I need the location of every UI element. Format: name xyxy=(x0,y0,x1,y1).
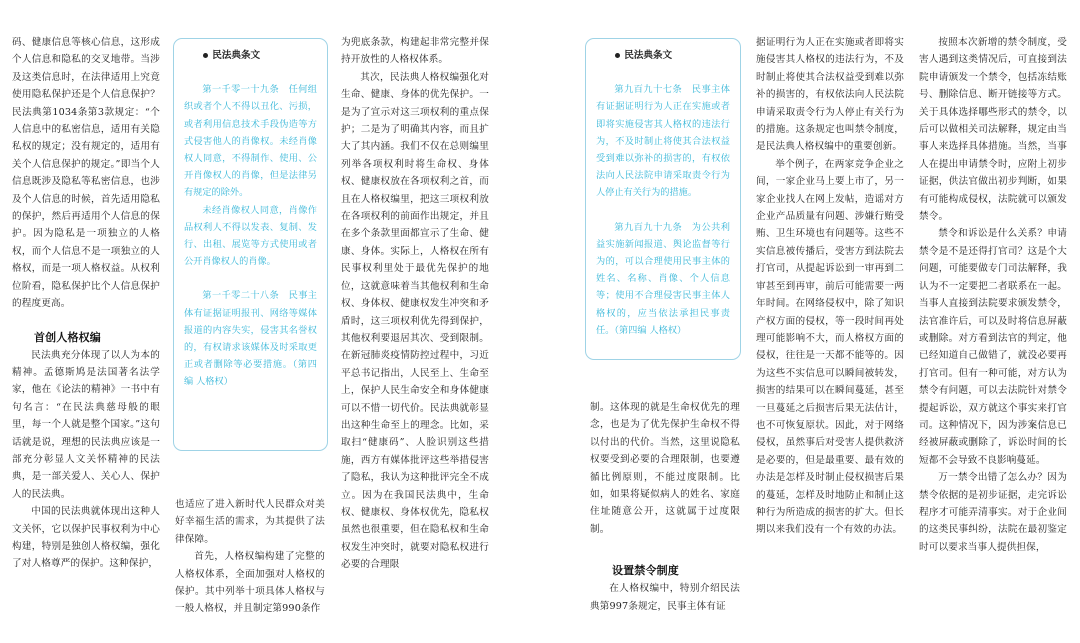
article-text: 未经肖像权人同意，肖像作品权利人不得以发表、复制、发行、出租、展览等方式使用或者公开肖像权人的肖像。 xyxy=(184,204,317,268)
section-heading: 首创人格权编 xyxy=(34,330,101,344)
right-col-3 xyxy=(919,34,1067,556)
article-text: 第九百九十九条 为公共利益实施新闻报道、舆论监督等行为的，可以合理使用民事主体的姓名、名称、肖像、个人信息等；使用不合理侵害民事主体人格权的，应当依法承担民事责任。（第四编 人格权） xyxy=(596,221,730,336)
left-col-3 xyxy=(341,34,489,574)
left-col-2-bottom xyxy=(175,496,325,618)
law-article-box xyxy=(173,38,328,451)
box-title: 民法典条文 xyxy=(184,47,317,64)
paragraph: 首先，人格权编构建了完整的人格权体系，全面加强对人格权的保护。其中列举十项具体人格权与一般人格权，并且制定第990条作 xyxy=(175,551,325,615)
paragraph: 万一禁令出错了怎么办？因为禁令依据的是初步证据，走完诉讼程序才可能弄清事实。对于企业间的这类民事纠纷，法院在最初鉴定时可以要求当事人提供担保， xyxy=(919,472,1067,553)
paragraph: 也适应了进入新时代人民群众对美好幸福生活的需求，为其提供了法律保障。 xyxy=(175,499,325,545)
paragraph: 据证明行为人正在实施或者即将实施侵害其人格权的违法行为，不及时制止将使其合法权益受到难以弥补的损害的，有权依法向人民法院申请采取责令行为人停止有关行为的措施。这条规定也叫禁令制度，是民法典人格权编中的重要创新。 xyxy=(756,37,904,153)
paragraph: 举个例子，在两家竞争企业之间，一家企业马上要上市了，另一家企业找人在网上发帖，造谣对方企业产品质量有问题、涉嫌行贿受贿、卫生环境也有问题等。这些不实信息被传播后，受害方到法院去打官司，从提起诉讼到一审再到二审甚至到再审，前后可能需要一两年时间。在网络侵权中，除了知识产权方面的侵权，等一段时间再处理可能影响不大，而人格权方面的侵权，往往是一天都不能等的。因为这些不实信息可以瞬间被转发，损害的结果可以在瞬间蔓延，甚至一旦蔓延之后损害后果无法估计，也不可恢复原状。因此，对于网络侵权，虽然事后对受害人提供救济是必要的，但是最重要、最有效的办法是怎样及时制止侵权损害后果的蔓延，怎样及时地防止和制止这种行为所造成的损害的扩大。但长期以来我们没有一个有效的办法。 xyxy=(756,158,904,536)
article-text: 第一千零二十八条 民事主体有证据证明报刊、网络等媒体报道的内容失实，侵害其名誉权的，有权请求该媒体及时采取更正或者删除等必要措施。（第四编 人格权） xyxy=(184,290,317,388)
law-article-box xyxy=(585,38,741,360)
article-text: 第九百九十七条 民事主体有证据证明行为人正在实施或者即将实施侵害其人格权的违法行为，不及时制止将使其合法权益受到难以弥补的损害的，有权依法向人民法院申请采取责令行为人停止有关行为的措施。 xyxy=(596,84,730,199)
bullet-icon xyxy=(615,53,620,58)
box-title: 民法典条文 xyxy=(596,47,730,64)
paragraph: 按照本次新增的禁令制度，受害人遇到这类情况后，可直接到法院申请颁发一个禁令，包括冻结账号、删除信息、断开链接等方式。关于具体选择哪些形式的禁令，以后可以做相关司法解释，规定由当事人来选择具体措施。当然，当事人在提出申请禁令时，应附上初步证据，供法官做出初步判断，如果有可能构成侵权，法院就可以颁发禁令。 xyxy=(919,37,1067,223)
right-col-1 xyxy=(590,399,740,615)
right-col-2 xyxy=(756,34,904,539)
paragraph: 其次，民法典人格权编强化对生命、健康、身体的优先保护。一是为了宣示对这三项权利的重点保护；二是为了明确其内容，而且扩大了其内涵。我们不仅在总则编里列举各项权利时将生命权、身体权、健康权放在各项权利之首，而且在人格权编里，把这三项权利放在各项权利的前面作出规定，并且在多个条款里面都宣示了生命、健康、身体。实际上，人格权在所有民事权利里处于最优先保护的地位，这就意味着当其他权利和生命权、身体权、健康权发生冲突和矛盾时，这三项权利优先得到保护，其他权利要退居其次、受到限制。在新冠肺炎疫情防控过程中，习近平总书记指出，人民至上、生命至上，保护人民生命安全和身体健康可以不惜一切代价。民法典就彰显出这种生命至上的理念。比如，采取扫“健康码”、人脸识别这些措施，西方有媒体批评这些举措侵害了隐私，我认为这种批评完全不成立。因为在我国民法典中，生命权、健康权、身体权优先，隐私权虽然也很重要，但在隐私权和生命权发生冲突时，就要对隐私权进行必要的合理限 xyxy=(341,71,489,571)
left-col1-top-text: 码、健康信息等核心信息，这形成个人信息和隐私的交叉地带。当涉及这类信息时，在法律适用上究竟使用隐私保护还是个人信息保护？民法典第1034条第3款规定：“个人信息中的私密信息，适用有关隐私权的规定；没有规定的，适用有关个人信息保护的规定。”即当个人信息既涉及隐私等私密信息，也涉及个人信息的时候，首先适用隐私的保护，然后再适用个人信息的保护。因为隐私是一项独立的人格权，而个人信息不是一项独立的人格权，而是一项人格权益。从权利位阶看，隐私保护比个人信息保护的程度更高。 xyxy=(12,37,160,310)
paragraph: 禁令和诉讼是什么关系？申请禁令是不是还得打官司？这是个大问题，可能要做专门司法解释，我认为不一定要把二者联系在一起。当事人直接到法院要求颁发禁令，法官准许后，可以及时将信息屏蔽或删除。对方看到法官的判定，他已经知道自己做错了，就没必要再打官司。但有一种可能，对方认为禁令有问题，可以去法院针对禁令提起诉讼，双方就这个事实来打官司。这种情况下，因为涉案信息已经被屏蔽或删除了，诉讼时间的长短都不会导致不良影响蔓延。 xyxy=(919,228,1067,466)
paragraph: 为兜底条款，构建起非常完整并保持开放性的人格权体系。 xyxy=(341,37,489,66)
left-col-1 xyxy=(12,34,160,573)
paragraph: 制。这体现的就是生命权优先的理念，也是为了优先保护生命权不得以付出的代价。当然，这里说隐私权要受到必要的合理限制，也要遵循比例原则，不能过度限制。比如，如果将疑似病人的姓名、家庭住址随意公开，这就属于过度限制。 xyxy=(590,402,740,535)
paragraph: 在人格权编中，特别介绍民法典第997条规定，民事主体有证 xyxy=(590,583,740,612)
section-heading: 设置禁令制度 xyxy=(612,564,679,578)
paragraph: 中国的民法典就体现出这种人文关怀，它以保护民事权利为中心构建，特别是独创人格权编，强化了对人格尊严的保护。这种保护， xyxy=(12,506,160,570)
paragraph: 民法典充分体现了以人为本的精神。孟德斯鸠是法国著名法学家，他在《论法的精神》一书中有句名言：“在民法典慈母般的眼里，每一个人就是整个国家。”这句话就是说，理想的民法典应该是一部充分彰显人文关怀精神的民法典，是一部关爱人、关心人、保护人的民法典。 xyxy=(12,349,160,500)
article-text: 第一千零一十九条 任何组织或者个人不得以丑化、污损，或者利用信息技术手段伪造等方式侵害他人的肖像权。未经肖像权人同意，不得制作、使用、公开肖像权人的肖像，但是法律另有规定的除外。 xyxy=(184,84,317,199)
bullet-icon xyxy=(203,53,208,58)
